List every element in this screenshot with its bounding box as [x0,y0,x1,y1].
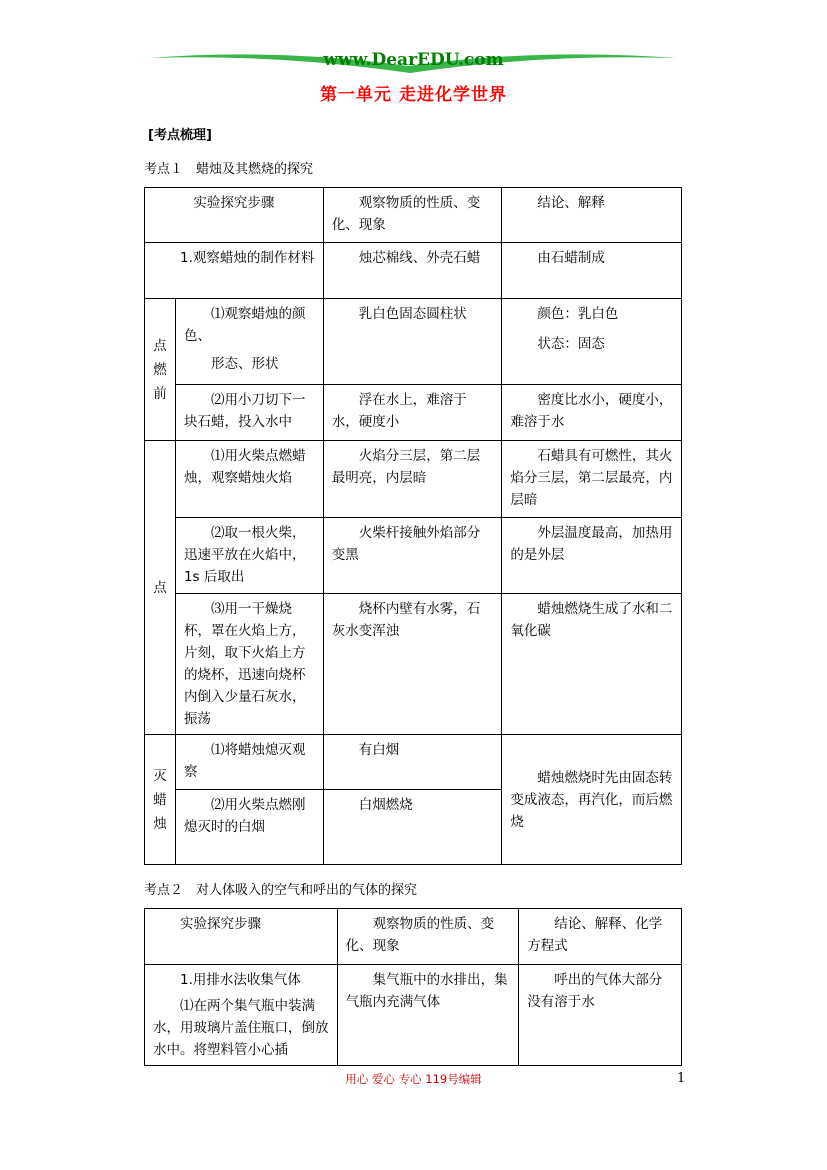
t2-col-header-conclusion: 结论、解释、化学方程式 [519,909,682,965]
burning-label: 点 [145,441,176,735]
before-conclusion-1: 颜色：乳白色 状态：固态 [502,299,682,385]
col-header-steps: 实验探究步骤 [145,188,324,243]
burn-observation-2: 火柴杆接触外焰部分变黑 [323,518,502,594]
material-step: 1.观察蜡烛的制作材料 [145,243,324,299]
material-observation: 烛芯棉线、外壳石蜡 [323,243,502,299]
extinguish-conclusion: 蜡烛燃烧时先由固态转变成液态，再汽化，而后燃烧 [502,735,682,865]
material-conclusion: 由石蜡制成 [502,243,682,299]
burn-observation-1: 火焰分三层，第二层最明亮，内层暗 [323,441,502,518]
before-observation-2: 浮在水上，难溶于水，硬度小 [323,385,502,441]
t2-step-1: 1.用排水法收集气体 ⑴在两个集气瓶中装满水，用玻璃片盖住瓶口，倒放水中。将塑料管小心插 [145,965,338,1066]
col-header-conclusion: 结论、解释 [502,188,682,243]
extinguish-observation-2: 白烟燃烧 [323,790,502,865]
before-lighting-label: 点 燃 前 [145,299,176,441]
t2-col-header-observation: 观察物质的性质、变化、现象 [337,909,519,965]
before-observation-1: 乳白色固态圆柱状 [323,299,502,385]
burn-step-2: ⑵取一根火柴，迅速平放在火焰中，1s 后取出 [175,518,323,594]
burn-step-3: ⑶用一干燥烧杯，罩在火焰上方，片刻，取下火焰上方的烧杯，迅速向烧杯内倒入少量石灰水，振荡 [175,594,323,735]
extinguish-step-2: ⑵用火柴点燃刚熄灭时的白烟 [175,790,323,865]
extinguish-label: 灭 蜡 烛 [145,735,176,865]
page-title: 第一单元 走进化学世界 [320,85,507,105]
section-tag: [考点梳理] [148,128,212,143]
extinguish-observation-1: 有白烟 [323,735,502,790]
topic-1-heading: 考点１ 蜡烛及其燃烧的探究 [144,162,314,177]
burn-conclusion-1: 石蜡具有可燃性，其火焰分三层，第二层最亮，内层暗 [502,441,682,518]
breath-experiment-table [144,908,682,1066]
before-step-2: ⑵用小刀切下一块石蜡，投入水中 [175,385,323,441]
topic-2-heading: 考点２ 对人体吸入的空气和呼出的气体的探究 [144,883,418,898]
t2-col-header-steps: 实验探究步骤 [145,909,338,965]
burn-observation-3: 烧杯内壁有水雾，石灰水变浑浊 [323,594,502,735]
burn-conclusion-3: 蜡烛燃烧生成了水和二氧化碳 [502,594,682,735]
t2-observation-1: 集气瓶中的水排出，集气瓶内充满气体 [337,965,519,1066]
burn-step-1: ⑴用火柴点燃蜡烛，观察蜡烛火焰 [175,441,323,518]
t2-conclusion-1: 呼出的气体大部分没有溶于水 [519,965,682,1066]
site-url: www.DearEDU.com [323,50,504,70]
burn-conclusion-2: 外层温度最高，加热用的是外层 [502,518,682,594]
before-conclusion-2: 密度比水小，硬度小，难溶于水 [502,385,682,441]
candle-experiment-table [144,187,682,865]
extinguish-step-1: ⑴将蜡烛熄灭观察 [175,735,323,790]
footer-text: 用心 爱心 专心 119号编辑 [345,1072,482,1086]
before-step-1: ⑴观察蜡烛的颜色、 形态、形状 [175,299,323,385]
col-header-observation: 观察物质的性质、变化、现象 [323,188,502,243]
page-number: 1 [677,1071,686,1086]
